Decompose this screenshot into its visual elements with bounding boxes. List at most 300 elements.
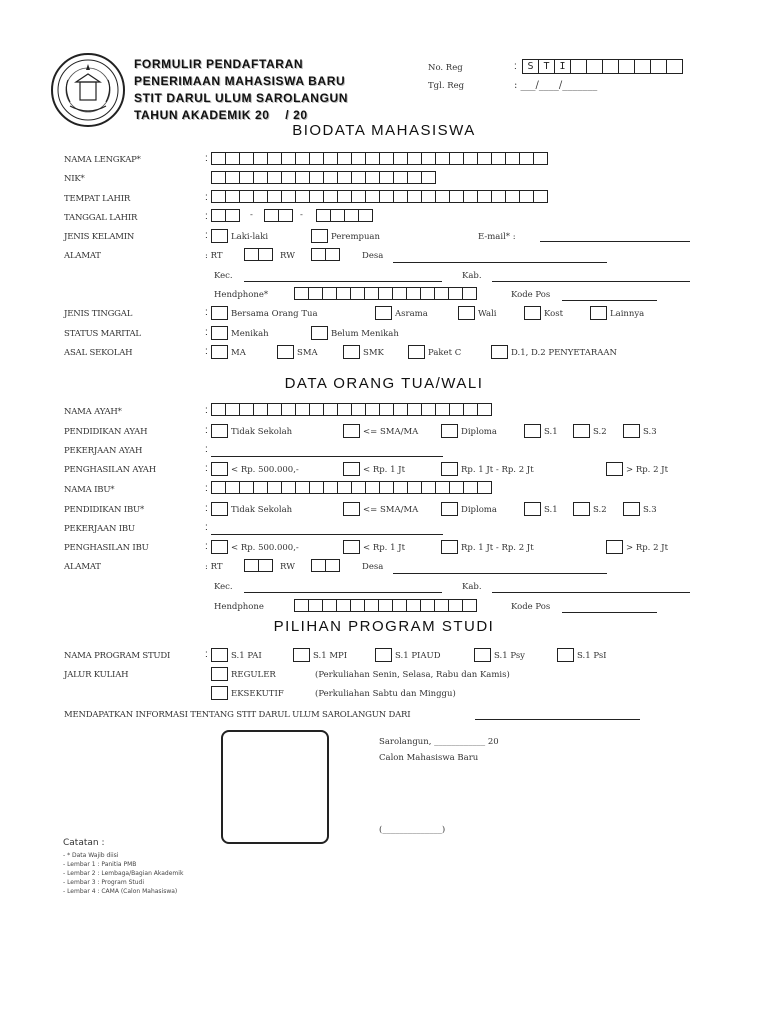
label-alamat-ortu: ALAMAT bbox=[64, 562, 101, 572]
char-box[interactable] bbox=[378, 287, 393, 300]
tgl-reg-label: Tgl. Reg bbox=[428, 81, 465, 91]
char-box[interactable] bbox=[211, 481, 226, 494]
char-box[interactable] bbox=[351, 190, 366, 203]
input-pekerjaan-ibu[interactable] bbox=[211, 534, 443, 535]
reg-box[interactable] bbox=[666, 59, 683, 74]
char-box[interactable] bbox=[434, 287, 449, 300]
option-reguler: REGULER bbox=[231, 670, 276, 680]
label-hendphone: Hendphone* bbox=[214, 290, 269, 300]
tgl-reg-field[interactable]: : ___/____/_______ bbox=[514, 80, 598, 91]
char-box[interactable] bbox=[519, 152, 534, 165]
checkbox-s1-psy[interactable] bbox=[474, 648, 491, 662]
char-box[interactable] bbox=[463, 403, 478, 416]
char-box[interactable] bbox=[295, 171, 310, 184]
char-box[interactable] bbox=[350, 599, 365, 612]
char-box[interactable] bbox=[393, 190, 408, 203]
char-box[interactable] bbox=[281, 403, 296, 416]
char-box[interactable] bbox=[519, 190, 534, 203]
notes-title: Catatan : bbox=[63, 838, 105, 848]
checkbox-asrama[interactable] bbox=[375, 306, 392, 320]
checkbox-ma[interactable] bbox=[211, 345, 228, 359]
label-kec: Kec. bbox=[214, 271, 233, 281]
checkbox-lainnya[interactable] bbox=[590, 306, 607, 320]
char-box[interactable] bbox=[365, 171, 380, 184]
char-box[interactable] bbox=[225, 171, 240, 184]
char-box[interactable] bbox=[350, 287, 365, 300]
checkbox-ayah-tidak-sekolah[interactable] bbox=[211, 424, 228, 438]
char-box[interactable] bbox=[379, 171, 394, 184]
char-box[interactable] bbox=[308, 599, 323, 612]
label-kab: Kab. bbox=[462, 582, 482, 592]
note-item: - Lembar 4 : CAMA (Calon Mahasiswa) bbox=[63, 888, 178, 895]
char-box[interactable] bbox=[325, 248, 340, 261]
checkbox-ibu-500rb[interactable] bbox=[211, 540, 228, 554]
char-box[interactable] bbox=[323, 403, 338, 416]
char-box[interactable] bbox=[281, 171, 296, 184]
label-kab: Kab. bbox=[462, 271, 482, 281]
char-box[interactable] bbox=[448, 287, 463, 300]
label-jalur-kuliah: JALUR KULIAH bbox=[64, 670, 129, 680]
char-box[interactable] bbox=[316, 209, 331, 222]
checkbox-ayah-diploma[interactable] bbox=[441, 424, 458, 438]
char-box[interactable] bbox=[239, 152, 254, 165]
photo-placeholder bbox=[221, 730, 329, 844]
input-email[interactable] bbox=[540, 241, 690, 242]
char-box[interactable] bbox=[336, 287, 351, 300]
reg-box[interactable]: T bbox=[538, 59, 555, 74]
char-box[interactable] bbox=[295, 190, 310, 203]
char-box[interactable] bbox=[379, 403, 394, 416]
char-box[interactable] bbox=[294, 599, 309, 612]
reg-box[interactable]: S bbox=[522, 59, 539, 74]
char-box[interactable] bbox=[407, 481, 422, 494]
no-reg-boxes[interactable] bbox=[523, 59, 683, 74]
char-box[interactable] bbox=[322, 287, 337, 300]
option-diploma: Diploma bbox=[461, 427, 497, 437]
char-box[interactable] bbox=[463, 481, 478, 494]
input-hendphone-ortu[interactable] bbox=[294, 599, 477, 612]
label-nik: NIK* bbox=[64, 174, 85, 184]
reg-box[interactable] bbox=[602, 59, 619, 74]
char-box[interactable] bbox=[365, 481, 380, 494]
char-box[interactable] bbox=[358, 209, 373, 222]
char-box[interactable] bbox=[421, 171, 436, 184]
char-box[interactable] bbox=[309, 171, 324, 184]
checkbox-ayah-s1[interactable] bbox=[524, 424, 541, 438]
reg-box[interactable] bbox=[634, 59, 651, 74]
char-box[interactable] bbox=[337, 152, 352, 165]
char-box[interactable] bbox=[211, 403, 226, 416]
char-box[interactable] bbox=[267, 171, 282, 184]
char-box[interactable] bbox=[533, 152, 548, 165]
reg-box[interactable] bbox=[618, 59, 635, 74]
label-hendphone-ortu: Hendphone bbox=[214, 602, 264, 612]
char-box[interactable] bbox=[295, 152, 310, 165]
char-box[interactable] bbox=[211, 190, 226, 203]
char-box[interactable] bbox=[477, 152, 492, 165]
char-box[interactable] bbox=[267, 190, 282, 203]
checkbox-ibu-sma[interactable] bbox=[343, 502, 360, 516]
option-sma-ma: <= SMA/MA bbox=[363, 427, 419, 437]
input-kab[interactable] bbox=[492, 281, 690, 282]
option-s3: S.3 bbox=[643, 505, 657, 515]
char-box[interactable] bbox=[225, 152, 240, 165]
label-email: E-mail* : bbox=[478, 232, 516, 242]
char-box[interactable] bbox=[211, 171, 226, 184]
char-box[interactable] bbox=[253, 481, 268, 494]
char-box[interactable] bbox=[420, 287, 435, 300]
char-box[interactable] bbox=[211, 152, 226, 165]
char-box[interactable] bbox=[264, 209, 279, 222]
char-box[interactable] bbox=[337, 190, 352, 203]
option-diploma: Diploma bbox=[461, 505, 497, 515]
char-box[interactable] bbox=[406, 599, 421, 612]
checkbox-bersama-ortu[interactable] bbox=[211, 306, 228, 320]
option-paket-c: Paket C bbox=[428, 348, 462, 358]
section-title-biodata: BIODATA MAHASISWA bbox=[292, 122, 476, 139]
input-rt[interactable] bbox=[244, 248, 273, 261]
checkbox-reguler[interactable] bbox=[211, 667, 228, 681]
input-rw[interactable] bbox=[311, 248, 340, 261]
checkbox-s1-psi[interactable] bbox=[557, 648, 574, 662]
colon: : bbox=[205, 405, 208, 416]
char-box[interactable] bbox=[323, 171, 338, 184]
option-1-2jt: Rp. 1 Jt - Rp. 2 Jt bbox=[461, 543, 534, 553]
checkbox-smk[interactable] bbox=[343, 345, 360, 359]
char-box[interactable] bbox=[379, 190, 394, 203]
checkbox-perempuan[interactable] bbox=[311, 229, 328, 243]
checkbox-laki-laki[interactable] bbox=[211, 229, 228, 243]
char-box[interactable] bbox=[463, 190, 478, 203]
colon: : bbox=[205, 192, 208, 203]
char-box[interactable] bbox=[462, 599, 477, 612]
reg-box[interactable] bbox=[586, 59, 603, 74]
char-box[interactable] bbox=[239, 171, 254, 184]
char-box[interactable] bbox=[253, 171, 268, 184]
colon: : bbox=[205, 346, 208, 357]
checkbox-ayah-s3[interactable] bbox=[623, 424, 640, 438]
char-box[interactable] bbox=[337, 481, 352, 494]
input-pekerjaan-ayah[interactable] bbox=[211, 456, 443, 457]
colon: : bbox=[205, 425, 208, 436]
char-box[interactable] bbox=[267, 152, 282, 165]
char-box[interactable] bbox=[435, 481, 450, 494]
char-box[interactable] bbox=[406, 287, 421, 300]
char-box[interactable] bbox=[225, 209, 240, 222]
char-box[interactable] bbox=[253, 190, 268, 203]
char-box[interactable] bbox=[393, 152, 408, 165]
char-box[interactable] bbox=[393, 171, 408, 184]
note-item: - Lembar 3 : Program Studi bbox=[63, 879, 145, 886]
option-bersama-ortu: Bersama Orang Tua bbox=[231, 309, 318, 319]
checkbox-eksekutif[interactable] bbox=[211, 686, 228, 700]
char-box[interactable] bbox=[365, 190, 380, 203]
char-box[interactable] bbox=[225, 481, 240, 494]
char-box[interactable] bbox=[379, 481, 394, 494]
char-box[interactable] bbox=[421, 190, 436, 203]
checkbox-sma[interactable] bbox=[277, 345, 294, 359]
char-box[interactable] bbox=[463, 152, 478, 165]
char-box[interactable] bbox=[449, 481, 464, 494]
char-box[interactable] bbox=[258, 248, 273, 261]
input-kec[interactable] bbox=[244, 281, 442, 282]
char-box[interactable] bbox=[211, 209, 226, 222]
checkbox-ibu-s1[interactable] bbox=[524, 502, 541, 516]
char-box[interactable] bbox=[378, 599, 393, 612]
char-box[interactable] bbox=[330, 209, 345, 222]
input-hendphone[interactable] bbox=[294, 287, 477, 300]
char-box[interactable] bbox=[364, 287, 379, 300]
char-box[interactable] bbox=[337, 403, 352, 416]
input-kode-pos[interactable] bbox=[562, 300, 657, 301]
char-box[interactable] bbox=[392, 287, 407, 300]
input-tanggal-bulan[interactable] bbox=[264, 209, 293, 222]
char-box[interactable] bbox=[239, 481, 254, 494]
char-box[interactable] bbox=[278, 209, 293, 222]
option-ma: MA bbox=[231, 348, 246, 358]
char-box[interactable] bbox=[337, 171, 352, 184]
input-tanggal-tahun[interactable] bbox=[316, 209, 373, 222]
char-box[interactable] bbox=[295, 403, 310, 416]
checkbox-ayah-sma[interactable] bbox=[343, 424, 360, 438]
checkbox-ibu-diploma[interactable] bbox=[441, 502, 458, 516]
char-box[interactable] bbox=[533, 190, 548, 203]
char-box[interactable] bbox=[309, 403, 324, 416]
input-tempat-lahir[interactable] bbox=[211, 190, 548, 203]
char-box[interactable] bbox=[281, 190, 296, 203]
label-jenis-kelamin: JENIS KELAMIN bbox=[64, 232, 135, 242]
char-box[interactable] bbox=[239, 403, 254, 416]
input-desa-ortu[interactable] bbox=[393, 573, 607, 574]
option-smk: SMK bbox=[363, 348, 384, 358]
char-box[interactable] bbox=[435, 152, 450, 165]
char-box[interactable] bbox=[462, 287, 477, 300]
colon: : bbox=[205, 327, 208, 338]
char-box[interactable] bbox=[309, 481, 324, 494]
char-box[interactable] bbox=[393, 481, 408, 494]
char-box[interactable] bbox=[239, 190, 254, 203]
reg-box[interactable] bbox=[650, 59, 667, 74]
input-nama-ibu[interactable] bbox=[211, 481, 492, 494]
char-box[interactable] bbox=[407, 152, 422, 165]
option-s3: S.3 bbox=[643, 427, 657, 437]
option-sma: SMA bbox=[297, 348, 318, 358]
char-box[interactable] bbox=[491, 190, 506, 203]
option-belum-menikah: Belum Menikah bbox=[331, 329, 399, 339]
char-box[interactable] bbox=[449, 190, 464, 203]
char-box[interactable] bbox=[435, 190, 450, 203]
input-rt-ortu[interactable] bbox=[244, 559, 273, 572]
char-box[interactable] bbox=[311, 559, 326, 572]
label-program-studi: NAMA PROGRAM STUDI bbox=[64, 651, 171, 661]
colon: : bbox=[205, 503, 208, 514]
option-500rb: < Rp. 500.000,- bbox=[231, 465, 299, 475]
option-s1-pai: S.1 PAI bbox=[231, 651, 262, 661]
checkbox-ayah-1-2jt[interactable] bbox=[441, 462, 458, 476]
label-tanggal-lahir: TANGGAL LAHIR bbox=[64, 213, 138, 223]
char-box[interactable] bbox=[351, 152, 366, 165]
char-box[interactable] bbox=[491, 152, 506, 165]
input-nama-ayah[interactable] bbox=[211, 403, 492, 416]
char-box[interactable] bbox=[448, 599, 463, 612]
char-box[interactable] bbox=[421, 152, 436, 165]
label-nama-ibu: NAMA IBU* bbox=[64, 485, 115, 495]
reg-box[interactable]: I bbox=[554, 59, 571, 74]
colon: : bbox=[205, 153, 208, 164]
checkbox-menikah[interactable] bbox=[211, 326, 228, 340]
checkbox-s1-mpi[interactable] bbox=[293, 648, 310, 662]
char-box[interactable] bbox=[364, 599, 379, 612]
sign-role: Calon Mahasiswa Baru bbox=[379, 753, 479, 763]
option-wali: Wali bbox=[478, 309, 497, 319]
char-box[interactable] bbox=[258, 559, 273, 572]
checkbox-ayah-s2[interactable] bbox=[573, 424, 590, 438]
header-title-3: STIT DARUL ULUM SAROLANGUN bbox=[134, 91, 349, 105]
reg-box[interactable] bbox=[570, 59, 587, 74]
option-s1-piaud: S.1 PIAUD bbox=[395, 651, 441, 661]
label-pendidikan-ibu: PENDIDIKAN IBU* bbox=[64, 505, 145, 515]
option-s2: S.2 bbox=[593, 427, 607, 437]
checkbox-belum-menikah[interactable] bbox=[311, 326, 328, 340]
checkbox-ibu-1jt[interactable] bbox=[343, 540, 360, 554]
label-desa: Desa bbox=[362, 562, 384, 572]
label-nama-lengkap: NAMA LENGKAP* bbox=[64, 155, 141, 165]
char-box[interactable] bbox=[505, 190, 520, 203]
sign-place-date: Sarolangun, ____________ 20 bbox=[379, 737, 499, 747]
checkbox-ibu-2jt[interactable] bbox=[606, 540, 623, 554]
char-box[interactable] bbox=[351, 171, 366, 184]
char-box[interactable] bbox=[421, 481, 436, 494]
char-box[interactable] bbox=[322, 599, 337, 612]
char-box[interactable] bbox=[351, 403, 366, 416]
checkbox-kost[interactable] bbox=[524, 306, 541, 320]
input-tanggal-hari[interactable] bbox=[211, 209, 240, 222]
char-box[interactable] bbox=[336, 599, 351, 612]
char-box[interactable] bbox=[477, 403, 492, 416]
char-box[interactable] bbox=[309, 152, 324, 165]
char-box[interactable] bbox=[323, 481, 338, 494]
char-box[interactable] bbox=[225, 190, 240, 203]
checkbox-ayah-500rb[interactable] bbox=[211, 462, 228, 476]
input-nik[interactable] bbox=[211, 171, 436, 184]
char-box[interactable] bbox=[309, 190, 324, 203]
char-box[interactable] bbox=[407, 171, 422, 184]
label-penghasilan-ayah: PENGHASILAN AYAH bbox=[64, 465, 156, 475]
char-box[interactable] bbox=[244, 248, 259, 261]
date-separator: - bbox=[250, 210, 253, 220]
char-box[interactable] bbox=[392, 599, 407, 612]
checkbox-s1-pai[interactable] bbox=[211, 648, 228, 662]
char-box[interactable] bbox=[325, 559, 340, 572]
char-box[interactable] bbox=[267, 481, 282, 494]
char-box[interactable] bbox=[505, 152, 520, 165]
char-box[interactable] bbox=[294, 287, 309, 300]
colon: : bbox=[205, 522, 208, 533]
option-1jt: < Rp. 1 Jt bbox=[363, 543, 406, 553]
char-box[interactable] bbox=[281, 152, 296, 165]
checkbox-wali[interactable] bbox=[458, 306, 475, 320]
char-box[interactable] bbox=[449, 152, 464, 165]
label-nama-ayah: NAMA AYAH* bbox=[64, 407, 122, 417]
char-box[interactable] bbox=[434, 599, 449, 612]
reguler-description: (Perkuliahan Senin, Selasa, Rabu dan Kamis) bbox=[315, 670, 510, 680]
char-box[interactable] bbox=[267, 403, 282, 416]
checkbox-s1-piaud[interactable] bbox=[375, 648, 392, 662]
note-item: - Lembar 1 : Panitia PMB bbox=[63, 861, 137, 868]
char-box[interactable] bbox=[253, 152, 268, 165]
date-separator: - bbox=[300, 210, 303, 220]
checkbox-paket-c[interactable] bbox=[408, 345, 425, 359]
char-box[interactable] bbox=[449, 403, 464, 416]
char-box[interactable] bbox=[311, 248, 326, 261]
label-rt: : RT bbox=[205, 562, 223, 572]
char-box[interactable] bbox=[477, 481, 492, 494]
input-rw-ortu[interactable] bbox=[311, 559, 340, 572]
char-box[interactable] bbox=[344, 209, 359, 222]
option-perempuan: Perempuan bbox=[331, 232, 380, 242]
input-kec-ortu[interactable] bbox=[244, 592, 442, 593]
char-box[interactable] bbox=[477, 190, 492, 203]
char-box[interactable] bbox=[393, 403, 408, 416]
checkbox-penyetaraan[interactable] bbox=[491, 345, 508, 359]
checkbox-ibu-1-2jt[interactable] bbox=[441, 540, 458, 554]
option-2jt: > Rp. 2 Jt bbox=[626, 465, 669, 475]
char-box[interactable] bbox=[435, 403, 450, 416]
checkbox-ibu-s3[interactable] bbox=[623, 502, 640, 516]
char-box[interactable] bbox=[308, 287, 323, 300]
colon: : bbox=[205, 483, 208, 494]
input-kab-ortu[interactable] bbox=[492, 592, 690, 593]
char-box[interactable] bbox=[295, 481, 310, 494]
header-academic-year: TAHUN AKADEMIK 20 / 20 bbox=[134, 108, 308, 122]
char-box[interactable] bbox=[365, 403, 380, 416]
char-box[interactable] bbox=[420, 599, 435, 612]
option-s2: S.2 bbox=[593, 505, 607, 515]
checkbox-ibu-tidak-sekolah[interactable] bbox=[211, 502, 228, 516]
checkbox-ayah-2jt[interactable] bbox=[606, 462, 623, 476]
char-box[interactable] bbox=[281, 481, 296, 494]
checkbox-ibu-s2[interactable] bbox=[573, 502, 590, 516]
label-rw: RW bbox=[280, 562, 295, 572]
input-nama-lengkap[interactable] bbox=[211, 152, 548, 165]
option-s1-mpi: S.1 MPI bbox=[313, 651, 348, 661]
char-box[interactable] bbox=[365, 152, 380, 165]
char-box[interactable] bbox=[351, 481, 366, 494]
colon: : bbox=[205, 541, 208, 552]
char-box[interactable] bbox=[323, 152, 338, 165]
input-sumber-informasi[interactable] bbox=[475, 719, 640, 720]
char-box[interactable] bbox=[225, 403, 240, 416]
checkbox-ayah-1jt[interactable] bbox=[343, 462, 360, 476]
label-asal-sekolah: ASAL SEKOLAH bbox=[64, 348, 133, 358]
option-sma-ma: <= SMA/MA bbox=[363, 505, 419, 515]
input-kode-pos-ortu[interactable] bbox=[562, 612, 657, 613]
label-kec: Kec. bbox=[214, 582, 233, 592]
input-desa[interactable] bbox=[393, 262, 607, 263]
char-box[interactable] bbox=[421, 403, 436, 416]
label-penghasilan-ibu: PENGHASILAN IBU bbox=[64, 543, 149, 553]
note-item: - Lembar 2 : Lembaga/Bagian Akademik bbox=[63, 870, 184, 877]
char-box[interactable] bbox=[244, 559, 259, 572]
char-box[interactable] bbox=[323, 190, 338, 203]
note-item: - * Data Wajib diisi bbox=[63, 852, 119, 859]
char-box[interactable] bbox=[407, 190, 422, 203]
char-box[interactable] bbox=[407, 403, 422, 416]
char-box[interactable] bbox=[253, 403, 268, 416]
char-box[interactable] bbox=[379, 152, 394, 165]
header-title-1: FORMULIR PENDAFTARAN bbox=[134, 57, 304, 71]
section-title-ortu: DATA ORANG TUA/WALI bbox=[284, 375, 484, 392]
